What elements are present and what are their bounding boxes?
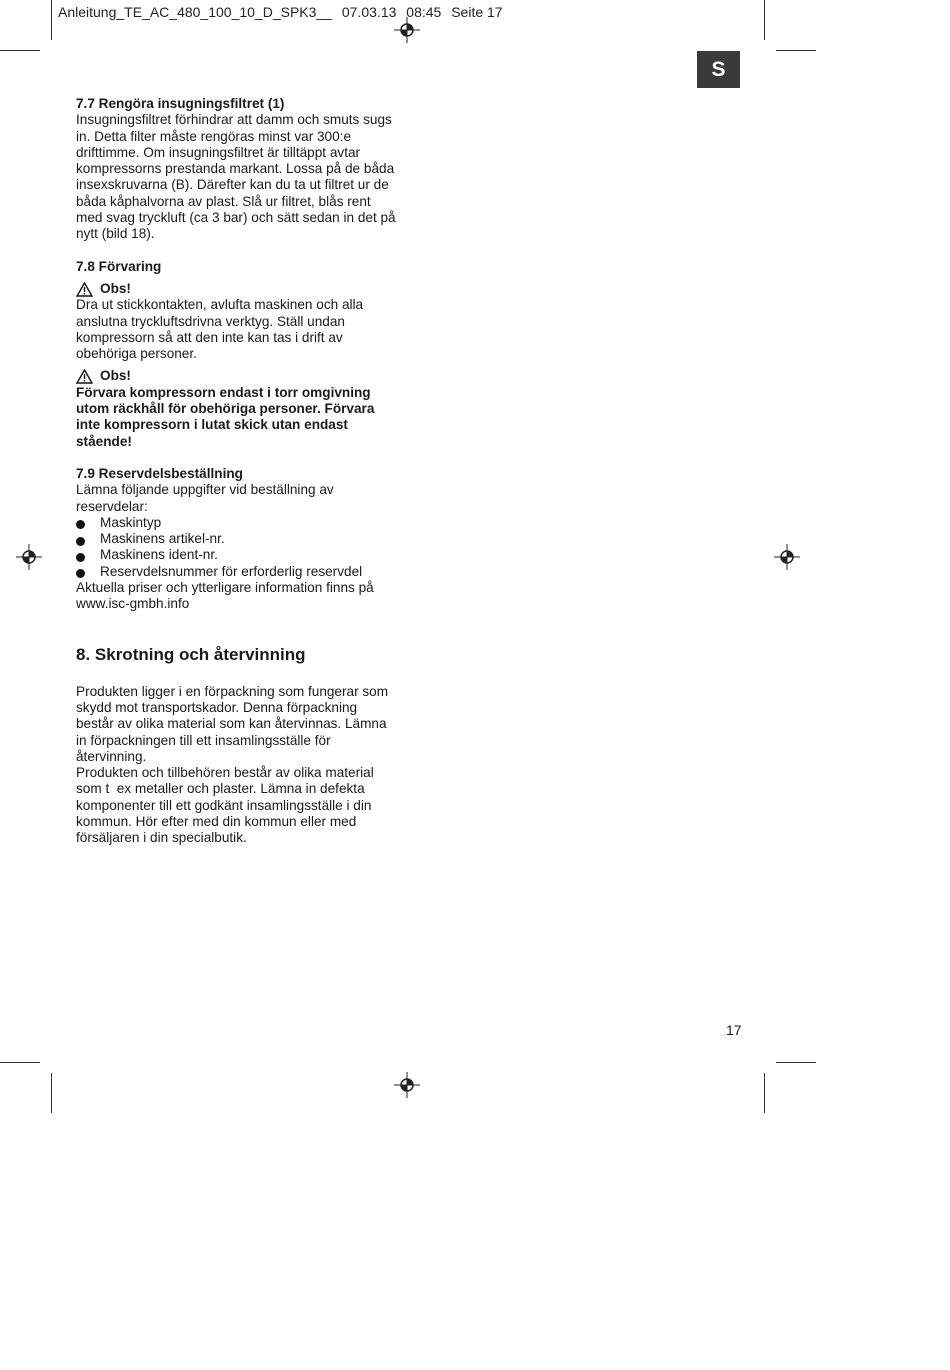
warning-triangle-icon	[76, 369, 93, 384]
bullet-icon	[76, 553, 85, 562]
bullet-icon	[76, 520, 85, 529]
trim-mark-top-right-v	[764, 0, 765, 40]
warning-row	[76, 281, 406, 297]
text-line: med svag tryckluft (ca 3 bar) och sätt sedan in det på	[76, 210, 396, 226]
text-line: båda kåphalvorna av plast. Slå ur filtret, blås rent	[76, 193, 371, 209]
text-line: Insugningsfiltret förhindrar att damm och smuts sugs	[76, 112, 392, 128]
text-line: nytt (bild 18).	[76, 226, 155, 242]
text-line: reservdelar:	[76, 498, 148, 514]
trim-mark-top-left-h	[0, 50, 40, 51]
list-item-label: Maskinens ident-nr.	[100, 547, 218, 563]
registration-mark-icon	[394, 1072, 420, 1098]
list-item-label: Maskinens artikel-nr.	[100, 531, 225, 547]
text-line: kompressorns prestanda markant. Lossa på de båda	[76, 161, 395, 177]
text-line: Produkten ligger i en förpackning som fungerar som	[76, 683, 389, 699]
list-item-label: Maskintyp	[100, 514, 162, 530]
text-line: som t ex metaller och plaster. Lämna in defekta	[76, 781, 365, 797]
page-number: 17	[726, 1022, 742, 1038]
text-line: komponenter till ett godkänt insamlingsställe i din	[76, 797, 372, 813]
list-item	[76, 564, 406, 580]
text-line: insexskruvarna (B). Därefter kan du ta ut filtret ur de	[76, 177, 389, 193]
text-line: anslutna tryckluftsdrivna verktyg. Ställ undan	[76, 313, 345, 329]
website-link[interactable]: www.isc-gmbh.info	[76, 596, 190, 612]
text-line: skydd mot transportskador. Denna förpackning	[76, 699, 358, 715]
print-header-time: 08:45	[406, 4, 442, 20]
section-heading-7-7: 7.7 Rengöra insugningsfiltret (1)	[76, 96, 285, 111]
text-line: inte kompressorn i lutat skick utan endast	[76, 417, 348, 433]
bullet-icon	[76, 537, 85, 546]
warning-text	[76, 297, 406, 362]
list-item-label: Reservdelsnummer för erforderlig reservdel	[100, 563, 363, 579]
text-line: Produkten och tillbehören består av olika material	[76, 765, 374, 781]
warning-label: Obs!	[100, 280, 131, 296]
trim-mark-bottom-left-v	[51, 1073, 52, 1113]
registration-mark-icon	[16, 544, 42, 570]
text-line: återvinning.	[76, 748, 147, 764]
print-header-date: 07.03.13	[341, 4, 397, 20]
warning-text-bold	[76, 385, 406, 450]
list-item	[76, 531, 406, 547]
warning-row	[76, 368, 406, 384]
text-line: består av olika material som kan återvinnas. Lämna	[76, 716, 387, 732]
print-header-file: Anleitung_TE_AC_480_100_10_D_SPK3__	[58, 4, 332, 20]
registration-mark-icon	[774, 544, 800, 570]
section-body-7-7	[76, 112, 406, 242]
trim-mark-bottom-right-h	[776, 1062, 816, 1063]
text-line: utom räckhåll för obehöriga personer. Förvara	[76, 401, 375, 417]
trim-mark-top-right-h	[776, 50, 816, 51]
text-line: drifttimme. Om insugningsfiltret är tilltäppt avtar	[76, 144, 361, 160]
disposal-paragraph-1	[76, 684, 406, 765]
warning-triangle-icon	[76, 282, 93, 297]
trim-mark-top-left-v	[51, 0, 52, 40]
chapter-heading-8: 8. Skrotning och återvinning	[76, 644, 306, 664]
parts-info-list	[76, 515, 406, 580]
text-line: stående!	[76, 433, 132, 449]
text-line: försäljaren i din specialbutik.	[76, 830, 247, 846]
text-line: kompressorn så att den inte kan tas i drift av	[76, 329, 343, 345]
section-heading-7-9: 7.9 Reservdelsbeställning	[76, 465, 243, 481]
trim-mark-bottom-right-v	[764, 1073, 765, 1113]
print-header-page: Seite 17	[451, 4, 503, 20]
registration-mark-icon	[394, 17, 420, 43]
print-header	[58, 4, 503, 20]
text-line: Aktuella priser och ytterligare information finns på	[76, 580, 374, 596]
bullet-icon	[76, 569, 85, 578]
warning-label: Obs!	[100, 368, 131, 384]
page-content	[76, 96, 406, 847]
trim-mark-bottom-left-h	[0, 1062, 40, 1063]
text-line: Lämna följande uppgifter vid beställning av	[76, 482, 334, 498]
disposal-paragraph-2	[76, 765, 406, 846]
text-line: in. Detta filter måste rengöras minst var 300:e	[76, 128, 352, 144]
language-badge: S	[697, 51, 740, 88]
text-line: Dra ut stickkontakten, avlufta maskinen och alla	[76, 297, 364, 313]
text-line: kommun. Hör efter med din kommun eller med	[76, 813, 357, 829]
text-line: Förvara kompressorn endast i torr omgivning	[76, 384, 371, 400]
section-heading-7-8: 7.8 Förvaring	[76, 258, 162, 274]
list-item	[76, 515, 406, 531]
text-line: obehöriga personer.	[76, 346, 197, 362]
text-line: in förpackningen till ett insamlingsställe för	[76, 732, 331, 748]
list-item	[76, 547, 406, 563]
